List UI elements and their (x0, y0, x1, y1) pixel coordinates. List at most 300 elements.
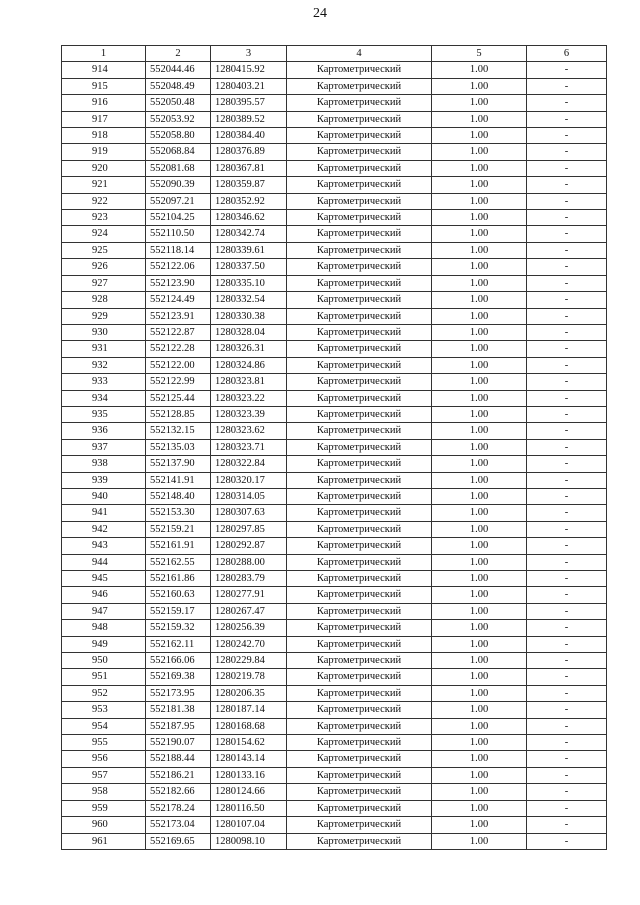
point-number-cell: 933 (62, 374, 146, 390)
note-cell: - (527, 160, 607, 176)
note-cell: - (527, 341, 607, 357)
x-coordinate-cell: 552159.21 (146, 521, 211, 537)
y-coordinate-cell: 1280292.87 (211, 538, 287, 554)
accuracy-cell: 1.00 (432, 177, 527, 193)
note-cell: - (527, 423, 607, 439)
y-coordinate-cell: 1280307.63 (211, 505, 287, 521)
y-coordinate-cell: 1280267.47 (211, 603, 287, 619)
y-coordinate-cell: 1280322.84 (211, 456, 287, 472)
x-coordinate-cell: 552048.49 (146, 78, 211, 94)
y-coordinate-cell: 1280133.16 (211, 767, 287, 783)
point-number-cell: 928 (62, 292, 146, 308)
point-number-cell: 943 (62, 538, 146, 554)
y-coordinate-cell: 1280389.52 (211, 111, 287, 127)
point-number-cell: 927 (62, 275, 146, 291)
note-cell: - (527, 620, 607, 636)
table-row (62, 292, 607, 308)
y-coordinate-cell: 1280323.62 (211, 423, 287, 439)
x-coordinate-cell: 552081.68 (146, 160, 211, 176)
point-number-cell: 953 (62, 702, 146, 718)
point-number-cell: 952 (62, 685, 146, 701)
point-number-cell: 939 (62, 472, 146, 488)
method-cell: Картометрический (287, 521, 432, 537)
x-coordinate-cell: 552169.65 (146, 833, 211, 849)
y-coordinate-cell: 1280324.86 (211, 357, 287, 373)
note-cell: - (527, 177, 607, 193)
accuracy-cell: 1.00 (432, 685, 527, 701)
point-number-cell: 918 (62, 128, 146, 144)
method-cell: Картометрический (287, 767, 432, 783)
y-coordinate-cell: 1280342.74 (211, 226, 287, 242)
accuracy-cell: 1.00 (432, 95, 527, 111)
point-number-cell: 915 (62, 78, 146, 94)
accuracy-cell: 1.00 (432, 242, 527, 258)
table-row (62, 78, 607, 94)
accuracy-cell: 1.00 (432, 78, 527, 94)
method-cell: Картометрический (287, 488, 432, 504)
method-cell: Картометрический (287, 784, 432, 800)
table-row (62, 144, 607, 160)
y-coordinate-cell: 1280403.21 (211, 78, 287, 94)
accuracy-cell: 1.00 (432, 308, 527, 324)
page-number: 24 (313, 6, 327, 21)
method-cell: Картометрический (287, 456, 432, 472)
note-cell: - (527, 275, 607, 291)
note-cell: - (527, 95, 607, 111)
table-row (62, 571, 607, 587)
accuracy-cell: 1.00 (432, 341, 527, 357)
table-row (62, 226, 607, 242)
y-coordinate-cell: 1280219.78 (211, 669, 287, 685)
method-cell: Картометрический (287, 357, 432, 373)
note-cell: - (527, 324, 607, 340)
point-number-cell: 920 (62, 160, 146, 176)
method-cell: Картометрический (287, 620, 432, 636)
point-number-cell: 931 (62, 341, 146, 357)
point-number-cell: 955 (62, 735, 146, 751)
accuracy-cell: 1.00 (432, 669, 527, 685)
method-cell: Картометрический (287, 636, 432, 652)
x-coordinate-cell: 552141.91 (146, 472, 211, 488)
table-row (62, 702, 607, 718)
method-cell: Картометрический (287, 324, 432, 340)
note-cell: - (527, 456, 607, 472)
point-number-cell: 948 (62, 620, 146, 636)
note-cell: - (527, 784, 607, 800)
y-coordinate-cell: 1280330.38 (211, 308, 287, 324)
accuracy-cell: 1.00 (432, 324, 527, 340)
x-coordinate-cell: 552161.86 (146, 571, 211, 587)
x-coordinate-cell: 552104.25 (146, 210, 211, 226)
method-cell: Картометрический (287, 177, 432, 193)
method-cell: Картометрический (287, 226, 432, 242)
table-row (62, 784, 607, 800)
accuracy-cell: 1.00 (432, 505, 527, 521)
note-cell: - (527, 505, 607, 521)
point-number-cell: 921 (62, 177, 146, 193)
table-row (62, 603, 607, 619)
table-row (62, 636, 607, 652)
method-cell: Картометрический (287, 817, 432, 833)
x-coordinate-cell: 552161.91 (146, 538, 211, 554)
note-cell: - (527, 406, 607, 422)
y-coordinate-cell: 1280154.62 (211, 735, 287, 751)
table-row (62, 653, 607, 669)
table-row (62, 735, 607, 751)
method-cell: Картометрический (287, 193, 432, 209)
column-header-4: 4 (287, 46, 432, 62)
table-row (62, 62, 607, 78)
method-cell: Картометрический (287, 685, 432, 701)
note-cell: - (527, 817, 607, 833)
method-cell: Картометрический (287, 78, 432, 94)
y-coordinate-cell: 1280323.22 (211, 390, 287, 406)
point-number-cell: 923 (62, 210, 146, 226)
accuracy-cell: 1.00 (432, 554, 527, 570)
method-cell: Картометрический (287, 292, 432, 308)
x-coordinate-cell: 552162.55 (146, 554, 211, 570)
x-coordinate-cell: 552148.40 (146, 488, 211, 504)
point-number-cell: 961 (62, 833, 146, 849)
point-number-cell: 914 (62, 62, 146, 78)
note-cell: - (527, 538, 607, 554)
method-cell: Картометрический (287, 653, 432, 669)
point-number-cell: 958 (62, 784, 146, 800)
table-row (62, 669, 607, 685)
accuracy-cell: 1.00 (432, 210, 527, 226)
accuracy-cell: 1.00 (432, 833, 527, 849)
column-header-6: 6 (527, 46, 607, 62)
y-coordinate-cell: 1280314.05 (211, 488, 287, 504)
method-cell: Картометрический (287, 587, 432, 603)
accuracy-cell: 1.00 (432, 390, 527, 406)
note-cell: - (527, 144, 607, 160)
x-coordinate-cell: 552173.04 (146, 817, 211, 833)
note-cell: - (527, 472, 607, 488)
point-number-cell: 949 (62, 636, 146, 652)
accuracy-cell: 1.00 (432, 111, 527, 127)
x-coordinate-cell: 552190.07 (146, 735, 211, 751)
method-cell: Картометрический (287, 718, 432, 734)
method-cell: Картометрический (287, 702, 432, 718)
accuracy-cell: 1.00 (432, 259, 527, 275)
note-cell: - (527, 767, 607, 783)
y-coordinate-cell: 1280323.71 (211, 439, 287, 455)
header-row (62, 46, 607, 62)
accuracy-cell: 1.00 (432, 620, 527, 636)
x-coordinate-cell: 552058.80 (146, 128, 211, 144)
point-number-cell: 946 (62, 587, 146, 603)
accuracy-cell: 1.00 (432, 800, 527, 816)
point-number-cell: 960 (62, 817, 146, 833)
accuracy-cell: 1.00 (432, 735, 527, 751)
y-coordinate-cell: 1280359.87 (211, 177, 287, 193)
y-coordinate-cell: 1280116.50 (211, 800, 287, 816)
x-coordinate-cell: 552166.06 (146, 653, 211, 669)
method-cell: Картометрический (287, 128, 432, 144)
table-row (62, 95, 607, 111)
table-row (62, 374, 607, 390)
point-number-cell: 937 (62, 439, 146, 455)
accuracy-cell: 1.00 (432, 275, 527, 291)
x-coordinate-cell: 552122.06 (146, 259, 211, 275)
note-cell: - (527, 193, 607, 209)
method-cell: Картометрический (287, 390, 432, 406)
column-header-1: 1 (62, 46, 146, 62)
method-cell: Картометрический (287, 423, 432, 439)
x-coordinate-cell: 552135.03 (146, 439, 211, 455)
x-coordinate-cell: 552122.87 (146, 324, 211, 340)
point-number-cell: 945 (62, 571, 146, 587)
note-cell: - (527, 653, 607, 669)
note-cell: - (527, 259, 607, 275)
accuracy-cell: 1.00 (432, 751, 527, 767)
x-coordinate-cell: 552186.21 (146, 767, 211, 783)
method-cell: Картометрический (287, 144, 432, 160)
y-coordinate-cell: 1280335.10 (211, 275, 287, 291)
note-cell: - (527, 718, 607, 734)
method-cell: Картометрический (287, 735, 432, 751)
x-coordinate-cell: 552123.91 (146, 308, 211, 324)
point-number-cell: 942 (62, 521, 146, 537)
accuracy-cell: 1.00 (432, 571, 527, 587)
point-number-cell: 935 (62, 406, 146, 422)
y-coordinate-cell: 1280229.84 (211, 653, 287, 669)
y-coordinate-cell: 1280332.54 (211, 292, 287, 308)
y-coordinate-cell: 1280323.39 (211, 406, 287, 422)
y-coordinate-cell: 1280415.92 (211, 62, 287, 78)
table-row (62, 685, 607, 701)
y-coordinate-cell: 1280206.35 (211, 685, 287, 701)
table-row (62, 817, 607, 833)
accuracy-cell: 1.00 (432, 817, 527, 833)
y-coordinate-cell: 1280339.61 (211, 242, 287, 258)
point-number-cell: 932 (62, 357, 146, 373)
x-coordinate-cell: 552068.84 (146, 144, 211, 160)
accuracy-cell: 1.00 (432, 767, 527, 783)
accuracy-cell: 1.00 (432, 538, 527, 554)
table-row (62, 521, 607, 537)
x-coordinate-cell: 552132.15 (146, 423, 211, 439)
x-coordinate-cell: 552124.49 (146, 292, 211, 308)
note-cell: - (527, 488, 607, 504)
y-coordinate-cell: 1280337.50 (211, 259, 287, 275)
table-row (62, 505, 607, 521)
x-coordinate-cell: 552169.38 (146, 669, 211, 685)
point-number-cell: 951 (62, 669, 146, 685)
y-coordinate-cell: 1280107.04 (211, 817, 287, 833)
note-cell: - (527, 292, 607, 308)
accuracy-cell: 1.00 (432, 653, 527, 669)
note-cell: - (527, 62, 607, 78)
method-cell: Картометрический (287, 374, 432, 390)
x-coordinate-cell: 552128.85 (146, 406, 211, 422)
accuracy-cell: 1.00 (432, 357, 527, 373)
y-coordinate-cell: 1280367.81 (211, 160, 287, 176)
method-cell: Картометрический (287, 210, 432, 226)
method-cell: Картометрический (287, 833, 432, 849)
table-row (62, 193, 607, 209)
column-header-5: 5 (432, 46, 527, 62)
table-row (62, 390, 607, 406)
note-cell: - (527, 685, 607, 701)
method-cell: Картометрический (287, 95, 432, 111)
method-cell: Картометрический (287, 259, 432, 275)
point-number-cell: 959 (62, 800, 146, 816)
point-number-cell: 938 (62, 456, 146, 472)
y-coordinate-cell: 1280277.91 (211, 587, 287, 603)
method-cell: Картометрический (287, 800, 432, 816)
point-number-cell: 936 (62, 423, 146, 439)
note-cell: - (527, 521, 607, 537)
x-coordinate-cell: 552173.95 (146, 685, 211, 701)
table-row (62, 160, 607, 176)
note-cell: - (527, 587, 607, 603)
point-number-cell: 940 (62, 488, 146, 504)
note-cell: - (527, 242, 607, 258)
table-row (62, 833, 607, 849)
accuracy-cell: 1.00 (432, 587, 527, 603)
accuracy-cell: 1.00 (432, 636, 527, 652)
y-coordinate-cell: 1280143.14 (211, 751, 287, 767)
accuracy-cell: 1.00 (432, 488, 527, 504)
table-body (62, 62, 607, 850)
y-coordinate-cell: 1280346.62 (211, 210, 287, 226)
point-number-cell: 922 (62, 193, 146, 209)
table-row (62, 439, 607, 455)
method-cell: Картометрический (287, 751, 432, 767)
column-header-3: 3 (211, 46, 287, 62)
table-row (62, 488, 607, 504)
y-coordinate-cell: 1280376.89 (211, 144, 287, 160)
method-cell: Картометрический (287, 275, 432, 291)
note-cell: - (527, 800, 607, 816)
method-cell: Картометрический (287, 439, 432, 455)
accuracy-cell: 1.00 (432, 718, 527, 734)
table-row (62, 718, 607, 734)
x-coordinate-cell: 552110.50 (146, 226, 211, 242)
table-row (62, 259, 607, 275)
accuracy-cell: 1.00 (432, 472, 527, 488)
x-coordinate-cell: 552123.90 (146, 275, 211, 291)
y-coordinate-cell: 1280297.85 (211, 521, 287, 537)
x-coordinate-cell: 552188.44 (146, 751, 211, 767)
x-coordinate-cell: 552187.95 (146, 718, 211, 734)
point-number-cell: 917 (62, 111, 146, 127)
method-cell: Картометрический (287, 62, 432, 78)
x-coordinate-cell: 552182.66 (146, 784, 211, 800)
y-coordinate-cell: 1280288.00 (211, 554, 287, 570)
table-row (62, 620, 607, 636)
note-cell: - (527, 571, 607, 587)
note-cell: - (527, 357, 607, 373)
note-cell: - (527, 833, 607, 849)
method-cell: Картометрический (287, 554, 432, 570)
accuracy-cell: 1.00 (432, 521, 527, 537)
note-cell: - (527, 439, 607, 455)
note-cell: - (527, 603, 607, 619)
accuracy-cell: 1.00 (432, 292, 527, 308)
y-coordinate-cell: 1280256.39 (211, 620, 287, 636)
point-number-cell: 926 (62, 259, 146, 275)
method-cell: Картометрический (287, 603, 432, 619)
x-coordinate-cell: 552097.21 (146, 193, 211, 209)
point-number-cell: 956 (62, 751, 146, 767)
accuracy-cell: 1.00 (432, 128, 527, 144)
method-cell: Картометрический (287, 472, 432, 488)
point-number-cell: 944 (62, 554, 146, 570)
note-cell: - (527, 554, 607, 570)
x-coordinate-cell: 552125.44 (146, 390, 211, 406)
note-cell: - (527, 374, 607, 390)
accuracy-cell: 1.00 (432, 423, 527, 439)
x-coordinate-cell: 552178.24 (146, 800, 211, 816)
y-coordinate-cell: 1280326.31 (211, 341, 287, 357)
table-row (62, 800, 607, 816)
table-row (62, 111, 607, 127)
point-number-cell: 929 (62, 308, 146, 324)
point-number-cell: 930 (62, 324, 146, 340)
accuracy-cell: 1.00 (432, 784, 527, 800)
table-row (62, 242, 607, 258)
point-number-cell: 916 (62, 95, 146, 111)
y-coordinate-cell: 1280384.40 (211, 128, 287, 144)
note-cell: - (527, 636, 607, 652)
note-cell: - (527, 210, 607, 226)
x-coordinate-cell: 552122.28 (146, 341, 211, 357)
x-coordinate-cell: 552162.11 (146, 636, 211, 652)
method-cell: Картометрический (287, 111, 432, 127)
table-row (62, 324, 607, 340)
x-coordinate-cell: 552159.17 (146, 603, 211, 619)
note-cell: - (527, 735, 607, 751)
point-number-cell: 941 (62, 505, 146, 521)
point-number-cell: 924 (62, 226, 146, 242)
x-coordinate-cell: 552153.30 (146, 505, 211, 521)
accuracy-cell: 1.00 (432, 144, 527, 160)
y-coordinate-cell: 1280187.14 (211, 702, 287, 718)
accuracy-cell: 1.00 (432, 439, 527, 455)
accuracy-cell: 1.00 (432, 406, 527, 422)
x-coordinate-cell: 552053.92 (146, 111, 211, 127)
point-number-cell: 947 (62, 603, 146, 619)
x-coordinate-cell: 552090.39 (146, 177, 211, 193)
point-number-cell: 919 (62, 144, 146, 160)
note-cell: - (527, 751, 607, 767)
method-cell: Картометрический (287, 341, 432, 357)
table-row (62, 472, 607, 488)
y-coordinate-cell: 1280395.57 (211, 95, 287, 111)
method-cell: Картометрический (287, 308, 432, 324)
note-cell: - (527, 390, 607, 406)
x-coordinate-cell: 552044.46 (146, 62, 211, 78)
accuracy-cell: 1.00 (432, 702, 527, 718)
note-cell: - (527, 226, 607, 242)
x-coordinate-cell: 552159.32 (146, 620, 211, 636)
x-coordinate-cell: 552050.48 (146, 95, 211, 111)
x-coordinate-cell: 552160.63 (146, 587, 211, 603)
table-row (62, 308, 607, 324)
x-coordinate-cell: 552122.99 (146, 374, 211, 390)
accuracy-cell: 1.00 (432, 193, 527, 209)
point-number-cell: 957 (62, 767, 146, 783)
column-header-2: 2 (146, 46, 211, 62)
y-coordinate-cell: 1280328.04 (211, 324, 287, 340)
note-cell: - (527, 78, 607, 94)
y-coordinate-cell: 1280124.66 (211, 784, 287, 800)
accuracy-cell: 1.00 (432, 226, 527, 242)
x-coordinate-cell: 552122.00 (146, 357, 211, 373)
